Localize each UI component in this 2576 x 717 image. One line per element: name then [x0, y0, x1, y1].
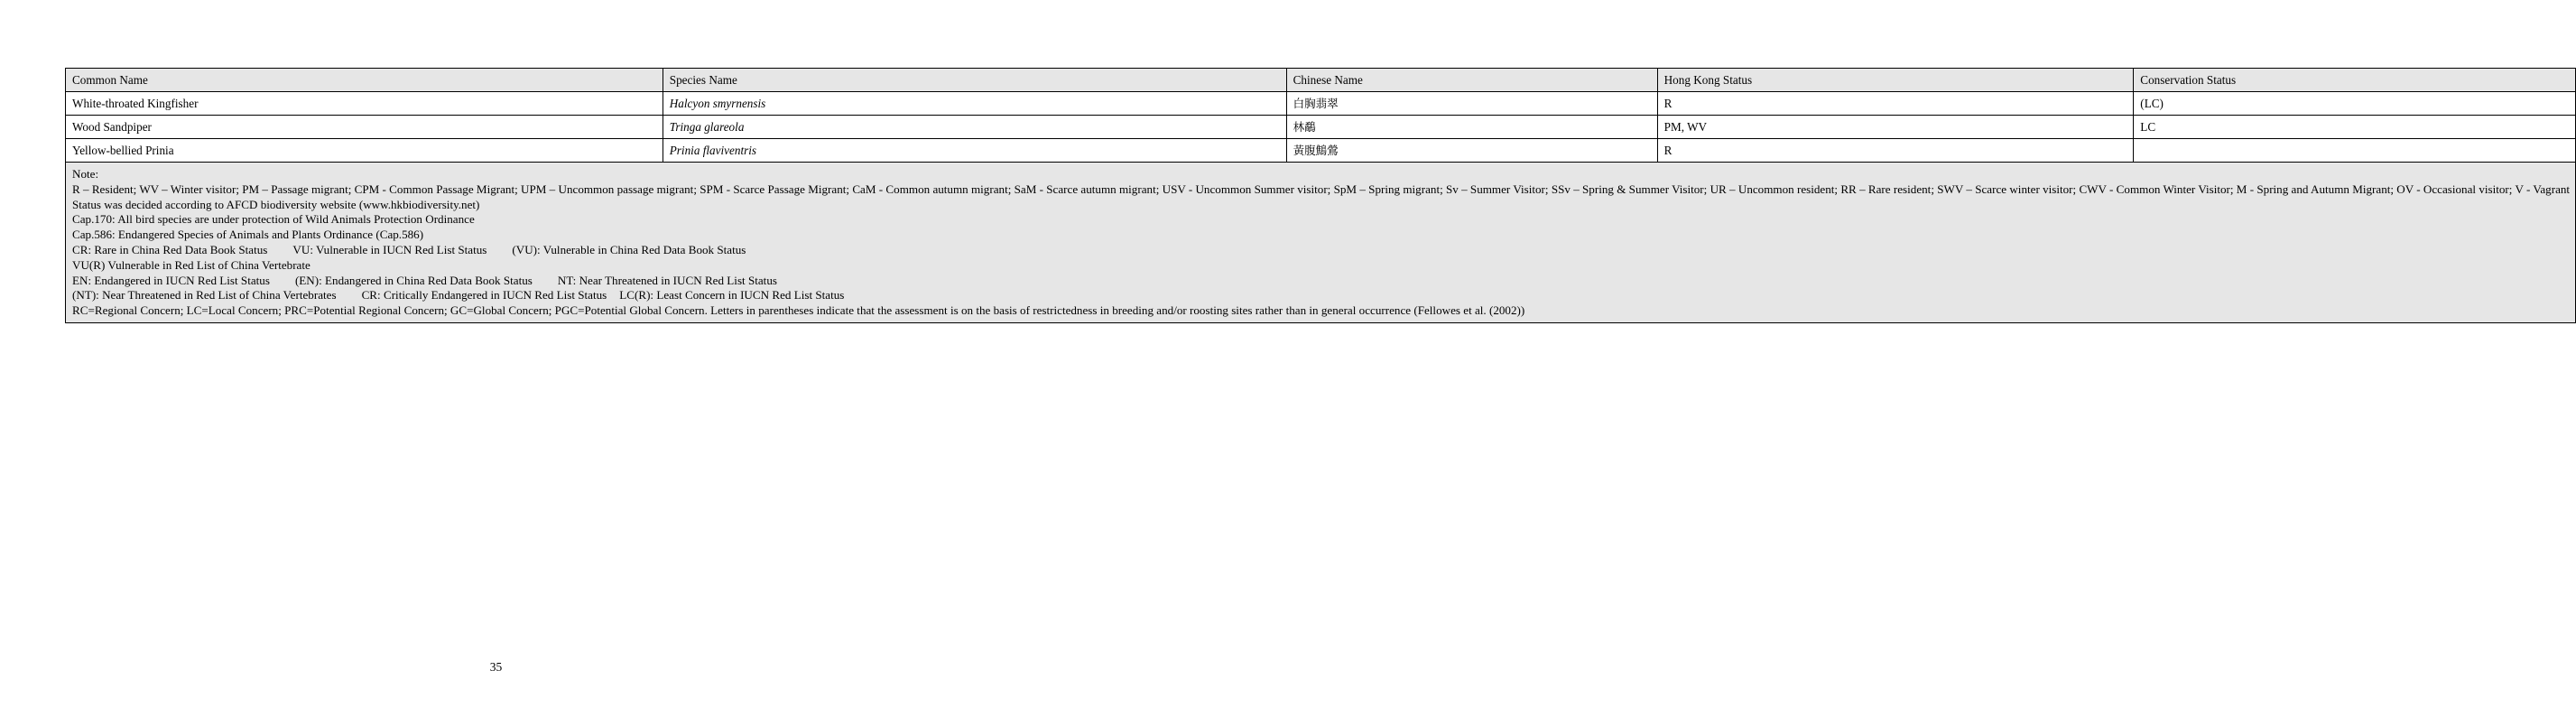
notes-nt-china: (NT): Near Threatened in Red List of China Vertebrates [72, 288, 337, 303]
cell-species-name: Tringa glareola [663, 116, 1286, 139]
cell-hong-kong-status: R [1657, 139, 2134, 163]
header-common-name: Common Name [66, 69, 663, 92]
notes-cr-iucn: CR: Critically Endangered in IUCN Red List Status [361, 288, 607, 303]
notes-concern-definitions: RC=Regional Concern; LC=Local Concern; PRC=Potential Regional Concern; GC=Global Concern; PGC=Potential Global Concern. Letters in parentheses indicate that the assessment is on the basis of restrictedness in breeding and/or roosting sites rather than in general occurrence (Fellowes et al. (2002)) [72, 303, 1525, 318]
cell-chinese-name: 白胸翡翠 [1286, 92, 1657, 116]
notes-cr-china: CR: Rare in China Red Data Book Status [72, 242, 268, 256]
table-row [66, 92, 2576, 116]
notes-red-list-line-2 [72, 274, 2570, 289]
header-conservation-status: Conservation Status [2134, 69, 2576, 92]
notes-cell [66, 163, 2576, 323]
notes-cap170: Cap.170: All bird species are under protection of Wild Animals Protection Ordinance [72, 212, 475, 227]
cell-common-name: Yellow-bellied Prinia [66, 139, 663, 163]
notes-en-china: (EN): Endangered in China Red Data Book Status [294, 273, 533, 287]
header-species-name: Species Name [663, 69, 1286, 92]
cell-conservation-status: LC [2134, 116, 2576, 139]
table-row [66, 139, 2576, 163]
table-row [66, 116, 2576, 139]
cell-species-name: Prinia flaviventris [663, 139, 1286, 163]
notes-lcr-iucn: LC(R): Least Concern in IUCN Red List Status [619, 288, 845, 303]
notes-nt-iucn: NT: Near Threatened in IUCN Red List Status [557, 273, 777, 287]
species-status-table [65, 68, 2576, 323]
notes-title: Note: [72, 167, 99, 181]
notes-vur: VU(R) Vulnerable in Red List of China Vertebrate [72, 257, 310, 272]
cell-conservation-status [2134, 139, 2576, 163]
cell-chinese-name: 林鷸 [1286, 116, 1657, 139]
cell-species-name: Halcyon smyrnensis [663, 92, 1286, 116]
notes-status-codes: R – Resident; WV – Winter visitor; PM – Passage migrant; CPM - Common Passage Migrant; UPM – Uncommon passage migrant; SPM - Scarce Passage Migrant; CaM - Common autumn migrant; SaM - Scarce autumn migrant; USV - Uncommon Summer visitor; SpM – Spring migrant; Sv – Summer Visitor; SSv – Spring & Summer Visitor; UR – Uncommon resident; RR – Rare resident; SWV – Scarce winter visitor; CWV - Common Winter Visitor; M - Spring and Autumn Migrant; OV - Occasional visitor; V - Vagrant [72, 182, 2571, 196]
page-number: 35 [489, 660, 503, 674]
cell-common-name: Wood Sandpiper [66, 116, 663, 139]
notes-afcd-source: Status was decided according to AFCD biodiversity website (www.hkbiodiversity.net) [72, 197, 480, 211]
cell-chinese-name: 黃腹鷦鶯 [1286, 139, 1657, 163]
notes-en-iucn: EN: Endangered in IUCN Red List Status [72, 273, 270, 287]
notes-cap586: Cap.586: Endangered Species of Animals and Plants Ordinance (Cap.586) [72, 228, 424, 242]
notes-red-list-line-3 [72, 288, 2570, 303]
header-hong-kong-status: Hong Kong Status [1657, 69, 2134, 92]
notes-vu-china: (VU): Vulnerable in China Red Data Book Status [512, 242, 746, 256]
cell-common-name: White-throated Kingfisher [66, 92, 663, 116]
table-notes-row [66, 163, 2576, 323]
notes-red-list-line-1 [72, 243, 2570, 258]
notes-vu-iucn: VU: Vulnerable in IUCN Red List Status [292, 242, 487, 256]
table-header-row [66, 69, 2576, 92]
cell-conservation-status: (LC) [2134, 92, 2576, 116]
cell-hong-kong-status: PM, WV [1657, 116, 2134, 139]
header-chinese-name: Chinese Name [1286, 69, 1657, 92]
cell-hong-kong-status: R [1657, 92, 2134, 116]
